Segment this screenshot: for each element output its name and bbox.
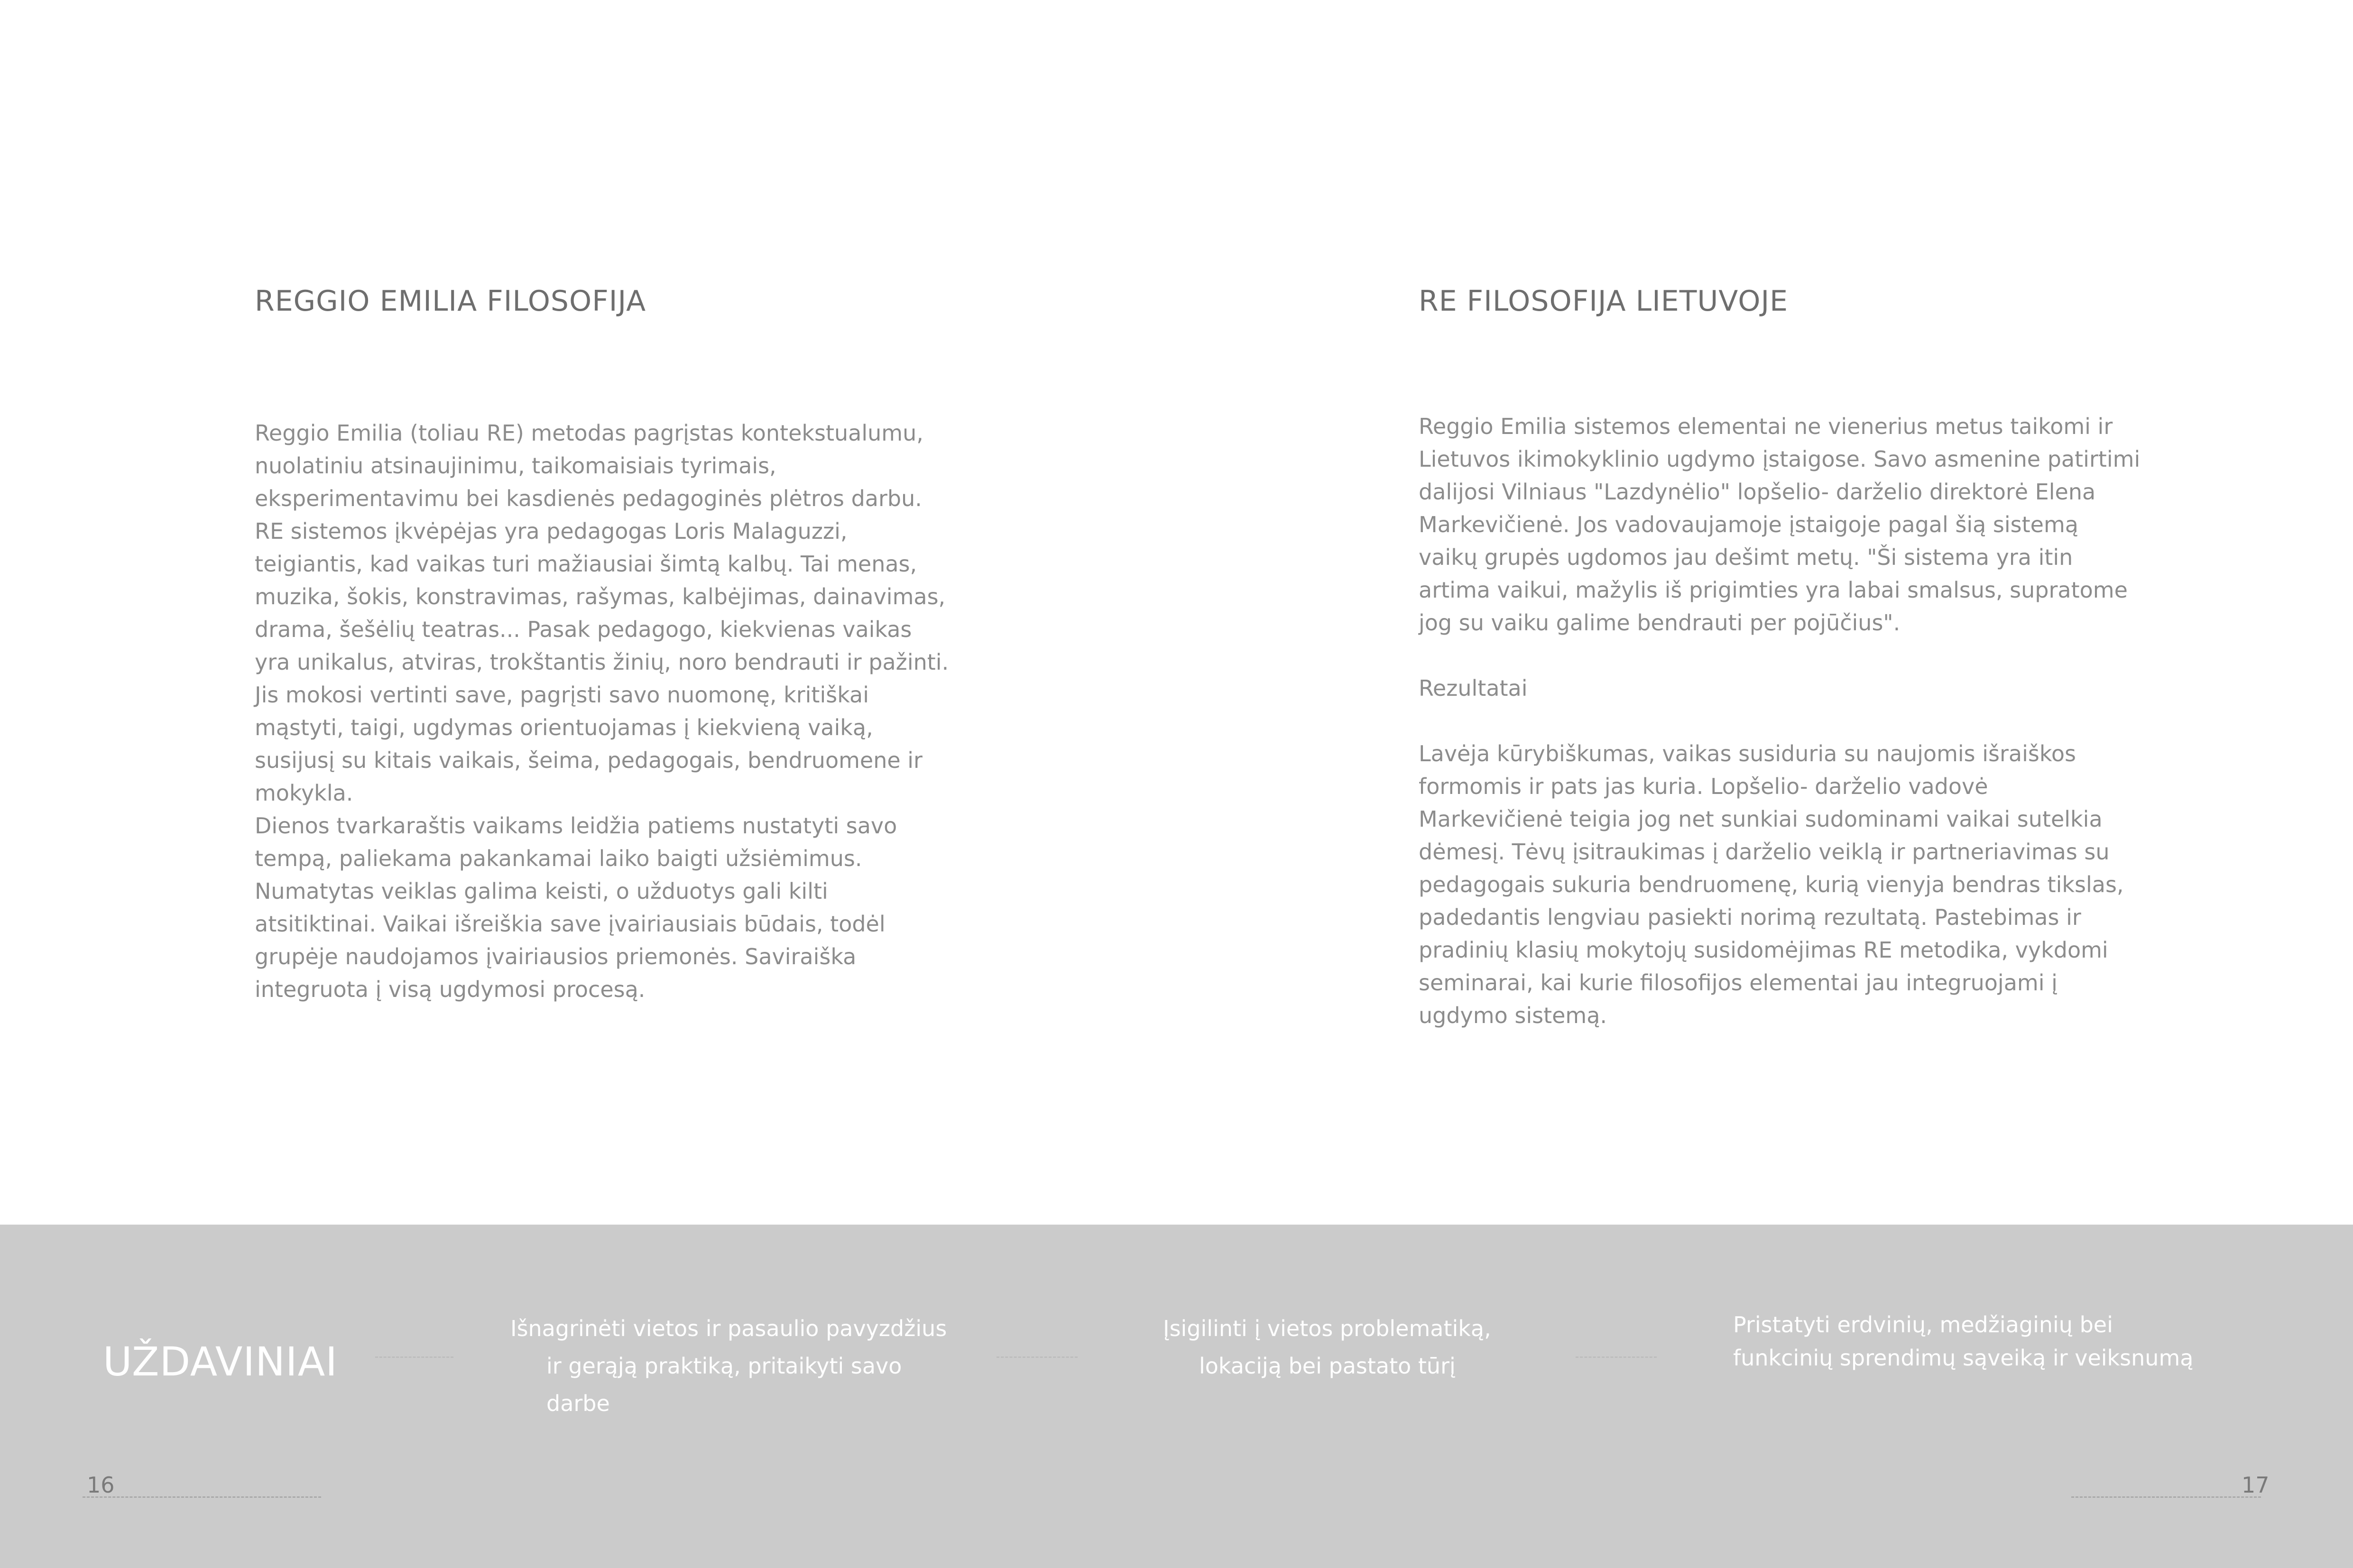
right-results-line: pradinių klasių mokytojų susidomėjimas RE metodika, vykdomi [1419, 937, 2108, 963]
left-body-line: tempą, paliekama pakankamai laiko baigti užsiėmimus. [255, 846, 862, 871]
left-body-line: muzika, šokis, konstravimas, rašymas, kalbėjimas, dainavimas, [255, 584, 946, 609]
right-results [1419, 738, 2124, 1032]
connector-line [997, 1356, 1078, 1358]
task-line: Įsigilinti į vietos problematiką, [1163, 1316, 1491, 1341]
left-body-line: Jis mokosi vertinti save, pagrįsti savo nuomonę, kritiškai [255, 682, 869, 708]
task-line: darbe [546, 1391, 610, 1416]
task-item-2 [1163, 1310, 1491, 1385]
task-item-1 [510, 1310, 947, 1422]
left-body-line: RE sistemos įkvėpėjas yra pedagogas Loris Malaguzzi, [255, 518, 848, 544]
connector-line [375, 1356, 453, 1358]
left-body-line: yra unikalus, atviras, trokštantis žinių, noro bendrauti ir pažinti. [255, 649, 949, 675]
left-body-line: mokykla. [255, 780, 353, 806]
right-body-line: Lietuvos ikimokyklinio ugdymo įstaigose. Savo asmenine patirtimi [1419, 446, 2141, 472]
left-body-line: Reggio Emilia (toliau RE) metodas pagrįstas kontekstualumu, [255, 420, 923, 446]
right-body-line: dalijosi Vilniaus "Lazdynėlio" lopšelio- darželio direktorė Elena [1419, 479, 2096, 505]
right-results-line: seminarai, kai kurie filosofijos elementai jau integruojami į [1419, 970, 2058, 996]
left-body-line: nuolatiniu atsinaujinimu, taikomaisiais tyrimais, [255, 453, 776, 479]
page-number-left: 16 [87, 1472, 115, 1498]
right-results-line: padedantis lengviau pasiekti norimą rezultatą. Pastebimas ir [1419, 904, 2081, 930]
left-body [255, 417, 949, 1006]
right-subheading: Rezultatai [1419, 675, 1528, 701]
right-results-line: Lavėja kūrybiškumas, vaikas susiduria su naujomis išraiškos [1419, 741, 2076, 766]
tasks-band [0, 1225, 2353, 1568]
left-body-line: Numatytas veiklas galima keisti, o užduotys gali kilti [255, 878, 828, 904]
left-body-line: grupėje naudojamos įvairiausios priemonės. Saviraiška [255, 944, 857, 969]
left-body-line: integruota į visą ugdymosi procesą. [255, 977, 646, 1002]
left-body-line: mąstyti, taigi, ugdymas orientuojamas į kiekvieną vaiką, [255, 715, 873, 740]
right-heading: RE FILOSOFIJA LIETUVOJE [1419, 285, 1789, 318]
left-body-line: drama, šešėlių teatras... Pasak pedagogo, kiekvienas vaikas [255, 617, 912, 642]
page-number-rule [2071, 1496, 2261, 1498]
right-body-line: vaikų grupės ugdomos jau dešimt metų. "Ši sistema yra itin [1419, 544, 2073, 570]
left-heading: REGGIO EMILIA FILOSOFIJA [255, 285, 646, 318]
task-line: Pristatyti erdvinių, medžiaginių bei [1733, 1312, 2113, 1337]
left-body-line: Dienos tvarkaraštis vaikams leidžia patiems nustatyti savo [255, 813, 897, 839]
left-body-line: eksperimentavimu bei kasdienės pedagoginės plėtros darbu. [255, 486, 922, 511]
task-line: Išnagrinėti vietos ir pasaulio pavyzdžius [510, 1316, 947, 1341]
page-number-right: 17 [2242, 1472, 2270, 1498]
right-results-line: pedagogais sukuria bendruomenę, kurią vienyja bendras tikslas, [1419, 872, 2124, 897]
tasks-title: UŽDAVINIAI [103, 1338, 338, 1385]
page-number-rule [83, 1496, 321, 1498]
right-results-line: dėmesį. Tėvų įsitraukimas į darželio veiklą ir partneriavimas su [1419, 839, 2110, 865]
right-body-line: jog su vaiku galime bendrauti per pojūčius". [1419, 610, 1901, 636]
left-body-line: atsitiktinai. Vaikai išreiškia save įvairiausiais būdais, todėl [255, 911, 886, 937]
task-line: ir gerąją praktiką, pritaikyti savo [546, 1353, 902, 1379]
connector-line [1576, 1356, 1657, 1358]
left-body-line: susijusį su kitais vaikais, šeima, pedagogais, bendruomene ir [255, 747, 923, 773]
left-body-line: teigiantis, kad vaikas turi mažiausiai šimtą kalbų. Tai menas, [255, 551, 917, 577]
right-results-line: ugdymo sistemą. [1419, 1003, 1607, 1028]
task-item-3 [1733, 1308, 2193, 1374]
right-body [1419, 410, 2140, 639]
right-body-line: Reggio Emilia sistemos elementai ne vienerius metus taikomi ir [1419, 414, 2113, 439]
task-line: lokaciją bei pastato tūrį [1199, 1353, 1456, 1379]
right-body-line: artima vaikui, mažylis iš prigimties yra labai smalsus, supratome [1419, 577, 2128, 603]
right-results-line: formomis ir pats jas kuria. Lopšelio- darželio vadovė [1419, 774, 1988, 799]
task-line: funkcinių sprendimų sąveiką ir veiksnumą [1733, 1345, 2194, 1371]
right-body-line: Markevičienė. Jos vadovaujamoje įstaigoje pagal šią sistemą [1419, 512, 2078, 537]
right-results-line: Markevičienė teigia jog net sunkiai sudominami vaikai sutelkia [1419, 806, 2103, 832]
